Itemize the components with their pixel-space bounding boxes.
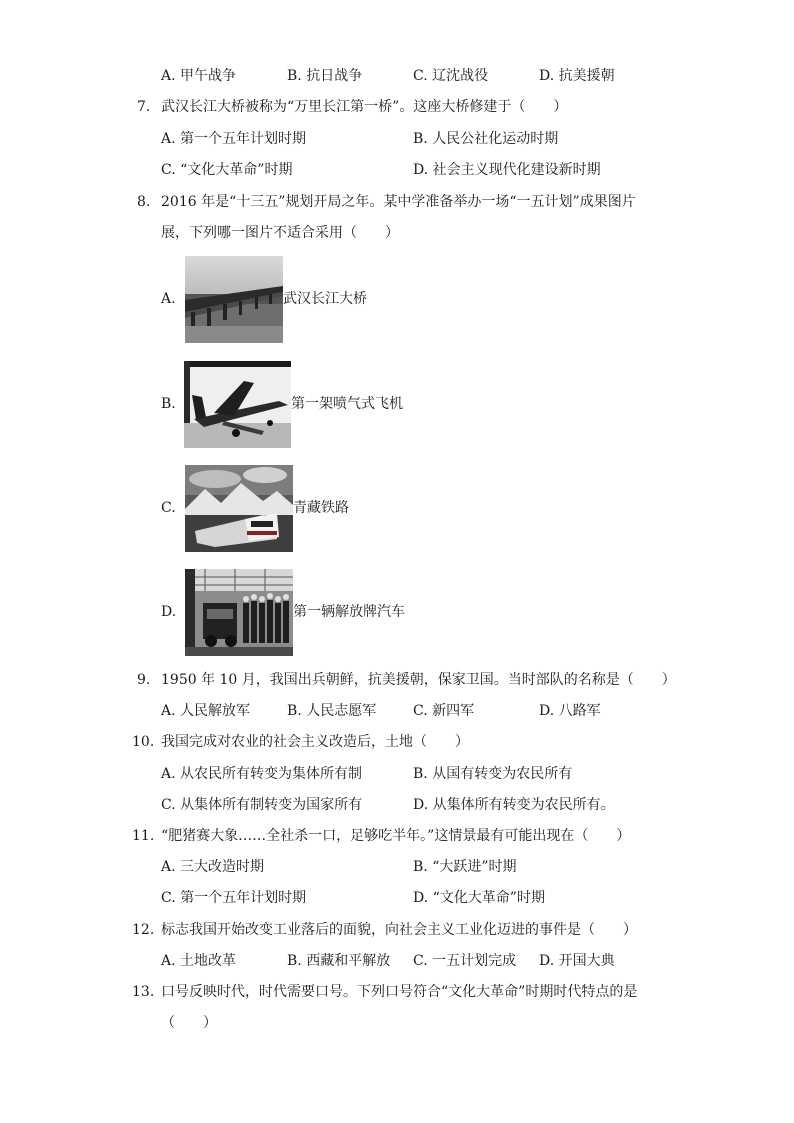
q9-option-b: B. 人民志愿军 (287, 703, 377, 719)
q11-option-b: B. “大跃进”时期 (413, 859, 517, 875)
q6-option-c: C. 辽沈战役 (413, 68, 489, 84)
q12-option-a: A. 土地改革 (161, 953, 237, 969)
question-stem: 口号反映时代，时代需要口号。下列口号符合“文化大革命”时期时代特点的是 (161, 984, 638, 1000)
train-photo-icon (185, 465, 293, 552)
q8-option-c-letter: C. (161, 500, 176, 516)
q10-option-c: C. 从集体所有制转变为国家所有 (161, 797, 363, 813)
q12-option-d: D. 开国大典 (539, 953, 615, 969)
q8-option-d-text: 第一辆解放牌汽车 (293, 604, 405, 620)
truck-factory-photo-icon (185, 569, 293, 656)
question-stem-continued: （ ） (161, 1015, 217, 1031)
question-number: 12. (132, 922, 155, 938)
q10-option-a: A. 从农民所有转变为集体所有制 (161, 766, 363, 782)
q6-option-b: B. 抗日战争 (287, 68, 363, 84)
question-number: 13. (132, 984, 155, 1000)
q8-option-b-letter: B. (161, 396, 176, 412)
q10-option-d: D. 从集体所有转变为农民所有。 (413, 797, 615, 813)
question-stem: 1950 年 10 月，我国出兵朝鲜，抗美援朝，保家卫国。当时部队的名称是（ ） (161, 672, 676, 688)
q6-option-a: A. 甲午战争 (161, 68, 237, 84)
question-number: 7. (137, 99, 151, 115)
q8-option-b-text: 第一架喷气式飞机 (291, 396, 403, 412)
question-stem: “肥猪赛大象……全社杀一口，足够吃半年。”这情景最有可能出现在（ ） (161, 828, 631, 844)
q8-option-a-letter: A. (161, 291, 176, 307)
q7-option-d: D. 社会主义现代化建设新时期 (413, 162, 601, 178)
q9-option-a: A. 人民解放军 (161, 703, 251, 719)
q8-option-a-text: 武汉长江大桥 (283, 291, 367, 307)
question-stem-continued: 展，下列哪一图片不适合采用（ ） (161, 225, 399, 241)
question-stem: 2016 年是“十三五”规划开局之年。某中学准备举办一场“一五计划”成果图片 (161, 194, 636, 210)
q9-option-d: D. 八路军 (539, 703, 601, 719)
q11-option-d: D. “文化大革命”时期 (413, 890, 545, 906)
question-number: 8. (137, 194, 151, 210)
q7-option-b: B. 人民公社化运动时期 (413, 131, 559, 147)
question-number: 9. (137, 672, 151, 688)
q6-option-d: D. 抗美援朝 (539, 68, 615, 84)
question-stem: 标志我国开始改变工业落后的面貌，向社会主义工业化迈进的事件是（ ） (161, 922, 637, 938)
q11-option-a: A. 三大改造时期 (161, 859, 265, 875)
question-number: 11. (132, 828, 155, 844)
q7-option-c: C. “文化大革命”时期 (161, 162, 293, 178)
jet-plane-photo-icon (184, 361, 291, 448)
question-number: 10. (132, 734, 155, 750)
bridge-photo-icon (185, 256, 283, 343)
q12-option-c: C. 一五计划完成 (413, 953, 517, 969)
q10-option-b: B. 从国有转变为农民所有 (413, 766, 573, 782)
q7-option-a: A. 第一个五年计划时期 (161, 131, 307, 147)
question-stem: 我国完成对农业的社会主义改造后，土地（ ） (161, 734, 469, 750)
q8-option-c-text: 青藏铁路 (293, 500, 349, 516)
q9-option-c: C. 新四军 (413, 703, 475, 719)
q8-option-d-letter: D. (161, 604, 177, 620)
question-stem: 武汉长江大桥被称为“万里长江第一桥”。这座大桥修建于（ ） (161, 99, 568, 115)
q12-option-b: B. 西藏和平解放 (287, 953, 391, 969)
q11-option-c: C. 第一个五年计划时期 (161, 890, 307, 906)
